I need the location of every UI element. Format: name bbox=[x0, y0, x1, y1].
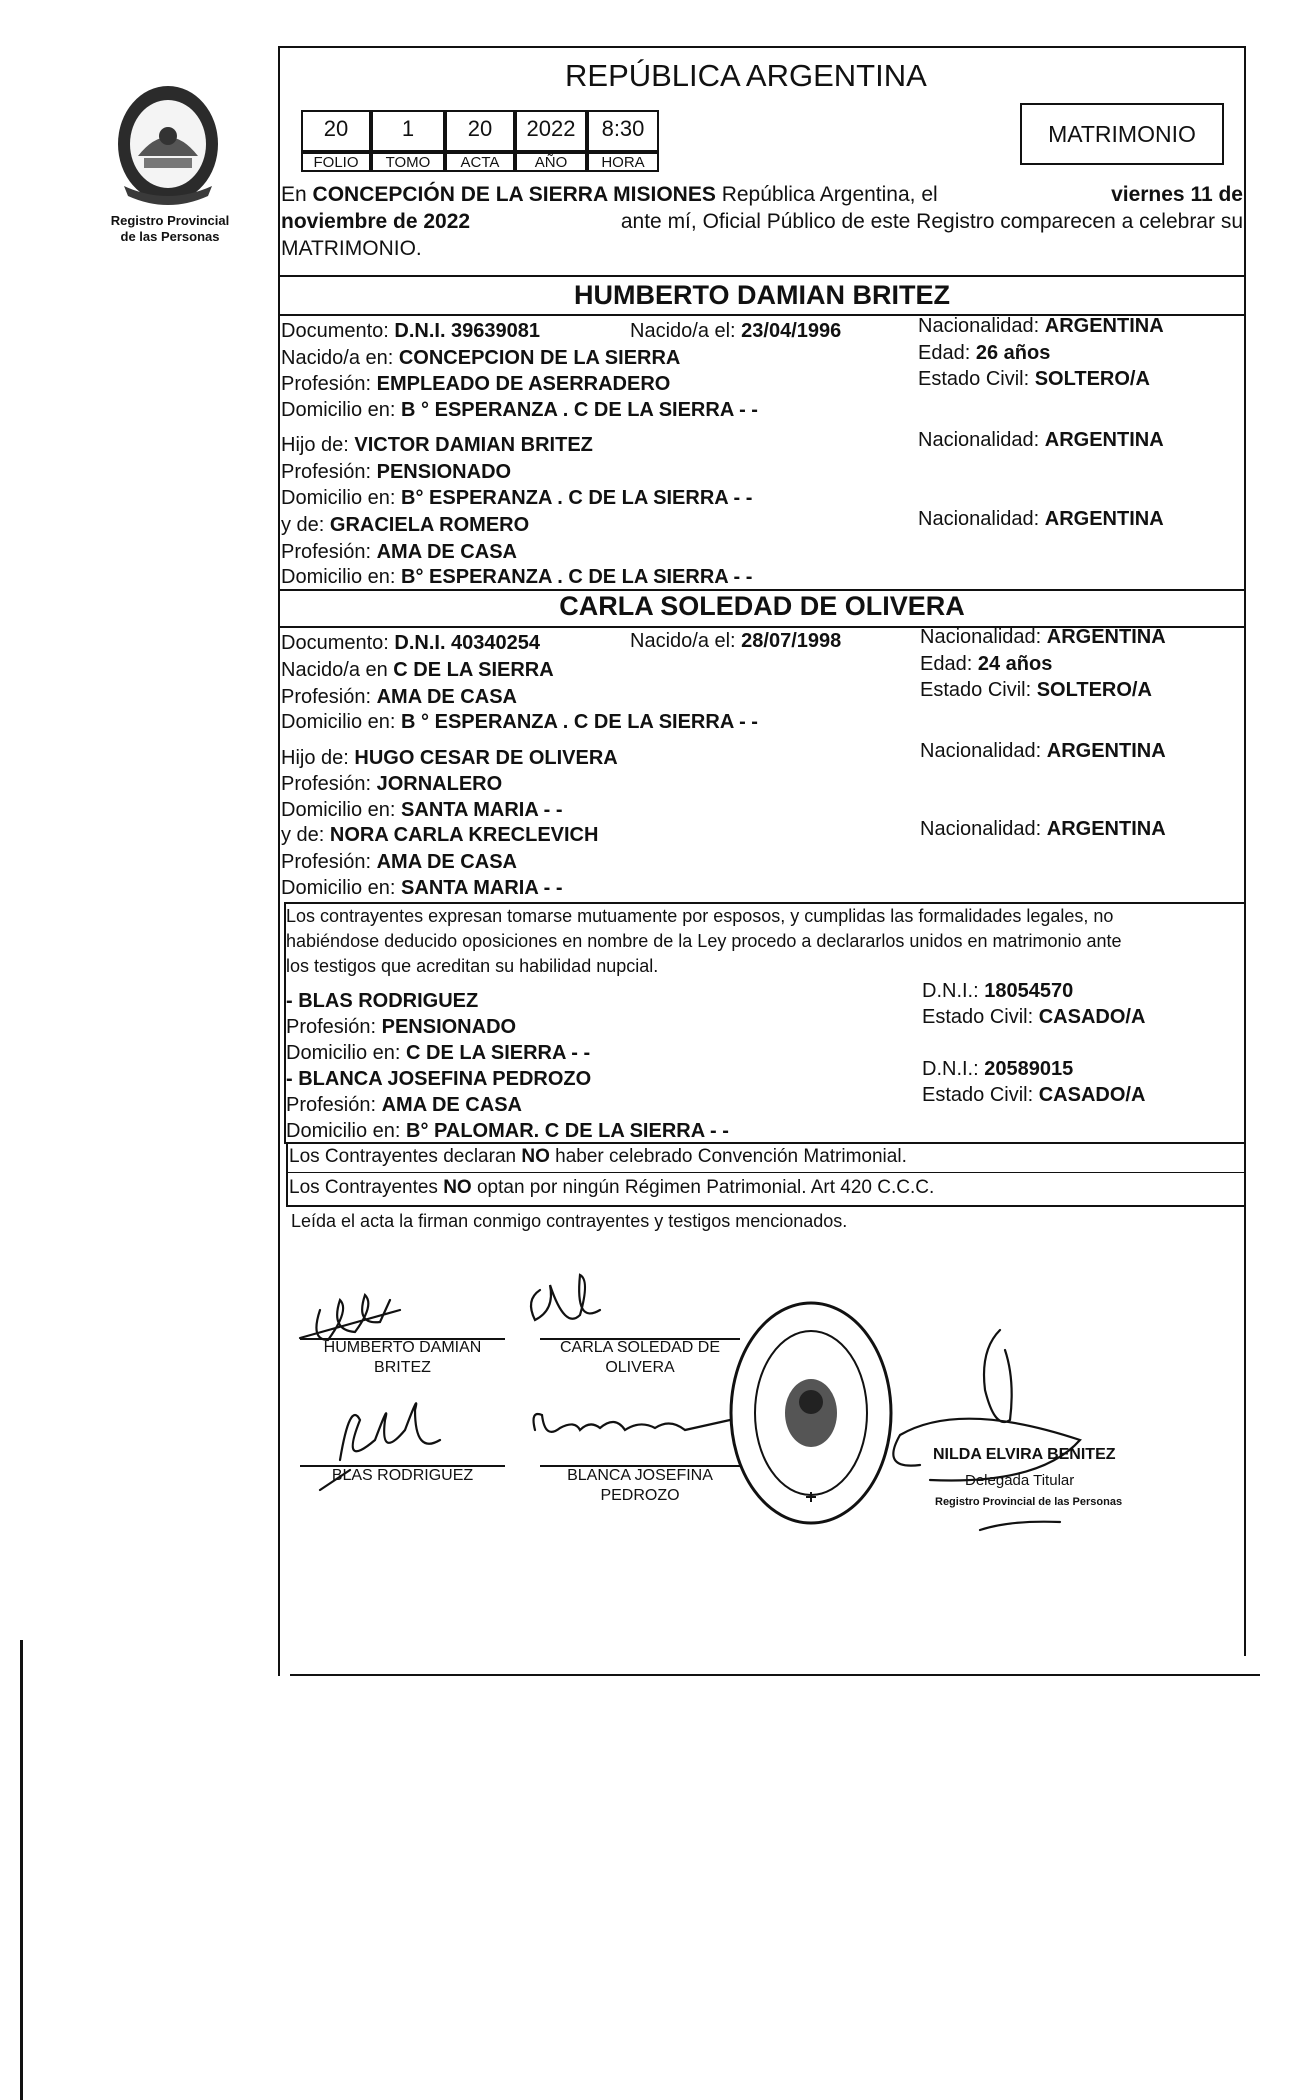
witness2-name: - BLANCA JOSEFINA PEDROZO bbox=[286, 1068, 592, 1090]
spouse2-mother-name: y de: NORA CARLA KRECLEVICH bbox=[281, 824, 599, 846]
spouse2-documento: Documento: D.N.I. 40340254 bbox=[281, 632, 541, 654]
spouse1-nationality: Nacionalidad: ARGENTINA bbox=[918, 315, 1164, 337]
ano-label: AÑO bbox=[515, 152, 587, 172]
spouse2-civil-status: Estado Civil: SOLTERO/A bbox=[920, 679, 1152, 701]
spouse1-mother-profession: Profesión: AMA DE CASA bbox=[281, 541, 517, 563]
spouse1-father-profession: Profesión: PENSIONADO bbox=[281, 461, 512, 483]
spouse2-mother-address: Domicilio en: SANTA MARIA - - bbox=[281, 877, 563, 899]
logo-caption: Registro Provincial de las Personas bbox=[110, 213, 230, 244]
spouse1-birthplace: Nacido/a en: CONCEPCION DE LA SIERRA bbox=[281, 347, 681, 369]
folio-label: FOLIO bbox=[301, 152, 371, 172]
witness2-signature-label: BLANCA JOSEFINA PEDROZO bbox=[567, 1467, 713, 1504]
spouse2-mother-profession: Profesión: AMA DE CASA bbox=[281, 851, 517, 873]
closing-statement: Leída el acta la firman conmigo contrayentes y testigos mencionados. bbox=[291, 1211, 848, 1231]
spouse2-father-nationality: Nacionalidad: ARGENTINA bbox=[920, 740, 1166, 762]
witness1-name: - BLAS RODRIGUEZ bbox=[286, 990, 479, 1012]
intro-paragraph bbox=[281, 181, 1243, 262]
spouse2-father-profession: Profesión: JORNALERO bbox=[281, 773, 503, 795]
hora-value: 8:30 bbox=[587, 110, 659, 152]
witness1-signature-label: BLAS RODRIGUEZ bbox=[331, 1467, 474, 1484]
frame-top-border bbox=[278, 46, 1246, 48]
witness1-profession: Profesión: PENSIONADO bbox=[286, 1016, 517, 1038]
spouse1-father-address: Domicilio en: B° ESPERANZA . C DE LA SIERRA - - bbox=[281, 487, 753, 509]
page-title: REPÚBLICA ARGENTINA bbox=[565, 58, 927, 93]
witness1-civil-status: Estado Civil: CASADO/A bbox=[922, 1006, 1146, 1028]
spouse1-birthdate: Nacido/a el: 23/04/1996 bbox=[630, 320, 842, 342]
spouse1-profession: Profesión: EMPLEADO DE ASERRADERO bbox=[281, 373, 671, 395]
spouse1-name: HUMBERTO DAMIAN BRITEZ bbox=[574, 280, 950, 310]
spouse1-signature-stroke bbox=[300, 1295, 400, 1340]
witness2-address: Domicilio en: B° PALOMAR. C DE LA SIERRA - - bbox=[286, 1120, 729, 1142]
official-name: NILDA ELVIRA BENITEZ bbox=[933, 1446, 1116, 1463]
record-type-box bbox=[1020, 103, 1224, 165]
spouse2-father-name: Hijo de: HUGO CESAR DE OLIVERA bbox=[281, 747, 618, 769]
spouse2-birthplace: Nacido/a en C DE LA SIERRA bbox=[281, 659, 554, 681]
record-type: MATRIMONIO bbox=[1048, 121, 1196, 147]
spouse1-father-nationality: Nacionalidad: ARGENTINA bbox=[918, 429, 1164, 451]
spouse1-father-name: Hijo de: VICTOR DAMIAN BRITEZ bbox=[281, 434, 593, 456]
convention-line-2: Los Contrayentes NO optan por ningún Régimen Patrimonial. Art 420 C.C.C. bbox=[289, 1177, 935, 1198]
witness2-profession: Profesión: AMA DE CASA bbox=[286, 1094, 522, 1116]
spouse1-mother-name: y de: GRACIELA ROMERO bbox=[281, 514, 530, 536]
official-title: Delegada Titular bbox=[965, 1472, 1075, 1489]
spouse2-name: CARLA SOLEDAD DE OLIVERA bbox=[559, 591, 965, 621]
ano-value: 2022 bbox=[515, 110, 587, 152]
declaration-text: Los contrayentes expresan tomarse mutuamente por esposos, y cumplidas las formalidades legales, no habiéndose deducido oposiciones en nombre de la Ley procedo a declararlos unidos en matrimonio ante los testigos que acreditan su habilidad nupcial. bbox=[286, 906, 1122, 976]
witness2-signature-stroke bbox=[534, 1414, 730, 1432]
spouse2-nationality: Nacionalidad: ARGENTINA bbox=[920, 626, 1166, 648]
intro-line-3: MATRIMONIO. bbox=[281, 237, 422, 260]
margin-line bbox=[20, 1640, 23, 2100]
acta-value: 20 bbox=[445, 110, 515, 152]
spouse2-address: Domicilio en: B ° ESPERANZA . C DE LA SIERRA - - bbox=[281, 711, 758, 733]
tomo-label: TOMO bbox=[371, 152, 445, 172]
frame-bottom-border bbox=[290, 1674, 1260, 1676]
spouse2-birthdate: Nacido/a el: 28/07/1998 bbox=[630, 630, 842, 652]
convention-line-1: Los Contrayentes declaran NO haber celebrado Convención Matrimonial. bbox=[289, 1146, 907, 1167]
spouse2-signature-label: CARLA SOLEDAD DE OLIVERA bbox=[559, 1339, 721, 1376]
spouse1-address: Domicilio en: B ° ESPERANZA . C DE LA SIERRA - - bbox=[281, 399, 758, 421]
hora-label: HORA bbox=[587, 152, 659, 172]
spouse1-civil-status: Estado Civil: SOLTERO/A bbox=[918, 368, 1150, 390]
spouse1-signature-label: HUMBERTO DAMIAN BRITEZ bbox=[323, 1339, 482, 1376]
folio-value: 20 bbox=[301, 110, 371, 152]
witness2-dni: D.N.I.: 20589015 bbox=[922, 1058, 1074, 1080]
spouse2-father-address: Domicilio en: SANTA MARIA - - bbox=[281, 799, 563, 821]
spouse1-mother-nationality: Nacionalidad: ARGENTINA bbox=[918, 508, 1164, 530]
spouse2-age: Edad: 24 años bbox=[920, 653, 1053, 675]
witness2-civil-status: Estado Civil: CASADO/A bbox=[922, 1084, 1146, 1106]
witness1-dni: D.N.I.: 18054570 bbox=[922, 980, 1074, 1002]
official-organization: Registro Provincial de las Personas bbox=[935, 1496, 1123, 1508]
witness1-address: Domicilio en: C DE LA SIERRA - - bbox=[286, 1042, 591, 1064]
spouse1-mother-address: Domicilio en: B° ESPERANZA . C DE LA SIERRA - - bbox=[281, 566, 753, 588]
spouse2-profession: Profesión: AMA DE CASA bbox=[281, 686, 517, 708]
official-registry-stamp bbox=[726, 1297, 896, 1529]
spouse1-documento: Documento: D.N.I. 39639081 bbox=[281, 320, 541, 342]
spouse1-age: Edad: 26 años bbox=[918, 342, 1051, 364]
provincial-logo bbox=[104, 78, 232, 206]
intro-line-1: En CONCEPCIÓN DE LA SIERRA MISIONES República Argentina, el viernes 11 de bbox=[281, 183, 1243, 206]
spouse2-signature-stroke bbox=[531, 1275, 600, 1320]
acta-label: ACTA bbox=[445, 152, 515, 172]
spouse2-mother-nationality: Nacionalidad: ARGENTINA bbox=[920, 818, 1166, 840]
intro-line-2: noviembre de 2022 ante mí, Oficial Público de este Registro comparecen a celebrar su bbox=[281, 210, 1243, 233]
tomo-value: 1 bbox=[371, 110, 445, 152]
